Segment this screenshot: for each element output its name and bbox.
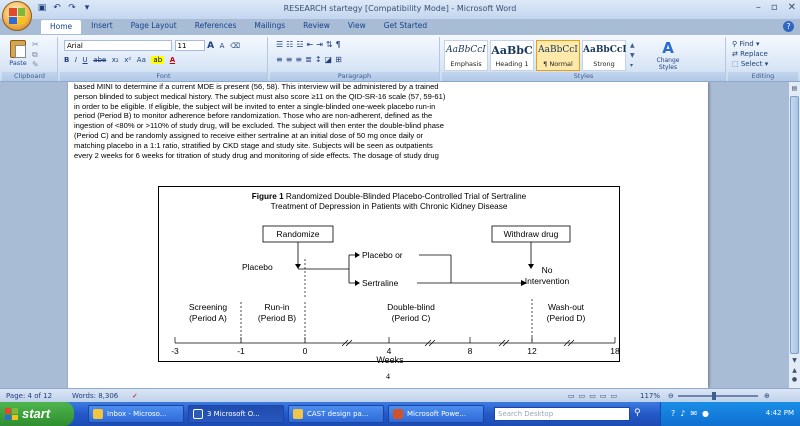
status-bar xyxy=(0,388,800,402)
qat-dropdown-icon[interactable]: ▾ xyxy=(84,3,90,13)
page-indicator[interactable]: Page: 4 of 12 xyxy=(6,392,53,400)
paste-button[interactable]: Paste xyxy=(8,40,28,67)
italic-button[interactable]: I xyxy=(74,56,77,64)
text-line: ingestion of <80% or >110% of study drug, will be excluded. The subject will then enter the double-blind phase xyxy=(74,121,444,131)
tick-label: 0 xyxy=(302,346,308,356)
view-buttons[interactable]: ▭▭▭▭▭ xyxy=(568,392,622,400)
pilcrow-icon[interactable]: ¶ xyxy=(335,40,344,49)
figure-title: Figure 1 Randomized Double-Blinded Placebo-Controlled Trial of Sertraline Treatment of Depression in Patients with Chronic Kidney Disease xyxy=(251,192,527,211)
document-page[interactable] xyxy=(68,82,708,388)
search-icon[interactable]: ⚲ xyxy=(634,408,641,418)
underline-button[interactable]: U xyxy=(82,56,88,64)
ribbon-tabs xyxy=(40,19,436,35)
change-styles-button[interactable]: A Change Styles xyxy=(648,39,688,71)
system-tray xyxy=(660,402,800,426)
taskbar xyxy=(0,402,800,426)
text-line: based MINI to determine if a current MDE is present (56, 58). This interview will be administered by a trained xyxy=(74,82,439,91)
zoom-slider[interactable] xyxy=(678,395,758,397)
ruler-toggle-icon[interactable]: ▤ xyxy=(791,85,798,92)
text-line: period (Period B) to monitor adherence before randomization. Those who are non-adherent, defined as the xyxy=(74,111,433,121)
tray-icons[interactable]: ?♪✉● xyxy=(671,409,715,418)
grow-font-button[interactable]: A xyxy=(207,41,215,51)
task-powerpoint[interactable]: Microsoft Powe... xyxy=(388,405,484,423)
sertraline-label: Sertraline xyxy=(362,278,399,288)
word-count[interactable]: Words: 8,306 xyxy=(72,392,119,400)
bullets-icon[interactable]: ☰ xyxy=(276,40,287,49)
placebo-arrowhead xyxy=(295,264,301,269)
replace-icon: ⇄ xyxy=(732,50,738,58)
window-title: RESEARCH startegy [Compatibility Mode] - Microsoft Word xyxy=(283,4,517,13)
no-label: No xyxy=(541,265,553,275)
window-controls xyxy=(756,2,796,13)
quick-access-toolbar xyxy=(36,2,93,14)
windows-logo-icon xyxy=(5,408,18,420)
styles-scroll[interactable]: ▲ ▼ ▾ xyxy=(630,42,635,69)
clipboard-label: Clipboard xyxy=(2,72,57,81)
numbering-icon[interactable]: ☷ xyxy=(286,40,297,49)
superscript-button[interactable]: x² xyxy=(124,56,132,64)
close-button[interactable]: ✕ xyxy=(787,2,796,13)
font-label: Font xyxy=(60,72,267,81)
text-line: matching placebo in a 1:1 ratio, stratified by CKD stage and study site. Subjects will be seen as outpatients xyxy=(74,140,433,150)
select-button[interactable]: ⬚ Select ▾ xyxy=(732,60,769,68)
align-left-icon[interactable]: ≡ xyxy=(276,55,286,64)
change-styles-icon: A xyxy=(662,39,674,57)
tick-label: 4 xyxy=(386,346,392,356)
withdraw-label: Withdraw drug xyxy=(503,229,559,239)
intervention-label: Intervention xyxy=(524,276,570,286)
paste-icon xyxy=(10,40,26,58)
task-folder[interactable]: CAST design pa... xyxy=(288,405,384,423)
copy-icon[interactable]: ⧉ xyxy=(32,50,38,59)
restore-button[interactable]: ▫ xyxy=(770,2,778,13)
phase-screening: Screening xyxy=(188,302,228,312)
tick-label: 12 xyxy=(527,346,537,356)
subscript-button[interactable]: x₂ xyxy=(111,56,119,64)
select-icon: ⬚ xyxy=(732,60,739,68)
font-color-icon[interactable]: A xyxy=(169,56,176,64)
phase-wash-out: Wash-out xyxy=(547,302,585,312)
clock: 4:42 PM xyxy=(765,409,794,417)
increase-indent-icon[interactable]: ⇥ xyxy=(316,40,326,49)
styles-group xyxy=(442,37,726,81)
replace-button[interactable]: ⇄ Replace xyxy=(732,50,768,58)
browse-object-icon[interactable]: ● xyxy=(791,376,798,383)
font-group xyxy=(60,37,268,81)
line-spacing-icon[interactable]: ↕ xyxy=(314,55,325,64)
ribbon xyxy=(0,34,800,82)
word-icon xyxy=(193,409,203,419)
placebo-or-label: Placebo or xyxy=(362,250,403,260)
undo-icon[interactable]: ↶ xyxy=(53,3,61,13)
outlook-icon xyxy=(93,409,103,419)
borders-icon[interactable]: ⊞ xyxy=(335,55,345,64)
clear-format-icon[interactable]: ⌫ xyxy=(229,42,240,50)
text-line: every 2 weeks for 6 weeks for titration of study drug and monitoring of side effects. The dosage of study drug xyxy=(74,150,439,160)
help-icon[interactable]: ? xyxy=(783,21,794,32)
font-size-combo[interactable]: 11 xyxy=(175,40,205,51)
style-heading-1[interactable]: AaBbC Heading 1 xyxy=(490,40,534,71)
tab-page-layout[interactable]: Page Layout xyxy=(130,21,177,30)
paragraph-group xyxy=(270,37,440,81)
tab-get-started[interactable]: Get Started xyxy=(383,21,428,30)
tick-label: -3 xyxy=(171,346,179,356)
phase-double-blind: Double-blind xyxy=(387,302,435,312)
style-strong[interactable]: AaBbCcI Strong xyxy=(582,40,626,71)
paragraph-label: Paragraph xyxy=(270,72,439,81)
zoom-out-icon[interactable]: ⊖ xyxy=(668,392,674,400)
page-number: 4 xyxy=(386,372,390,381)
style-emphasis[interactable]: AaBbCcI Emphasis xyxy=(444,40,488,71)
shading-icon[interactable]: ◪ xyxy=(324,55,336,64)
change-case-button[interactable]: Aa xyxy=(136,56,146,64)
tab-view[interactable]: View xyxy=(347,21,366,30)
align-right-icon[interactable]: ≡ xyxy=(295,55,306,64)
office-button[interactable] xyxy=(2,1,32,31)
multilevel-icon[interactable]: ☳ xyxy=(296,40,307,49)
justify-icon[interactable]: ≣ xyxy=(305,55,315,64)
task-outlook[interactable]: Inbox - Microso... xyxy=(88,405,184,423)
phase-run-in-period: (Period B) xyxy=(257,313,297,323)
desktop-search-input[interactable]: Search Desktop xyxy=(494,407,630,421)
scroll-down-icon[interactable]: ▼ xyxy=(792,357,797,364)
scrollbar-thumb[interactable] xyxy=(790,96,799,354)
phase-screening-period: (Period A) xyxy=(189,313,227,323)
tab-references[interactable]: References xyxy=(194,21,237,30)
title-bar xyxy=(0,0,800,19)
randomize-label: Randomize xyxy=(276,229,320,239)
placebo-label: Placebo xyxy=(242,262,273,272)
style-normal[interactable]: AaBbCcI ¶ Normal xyxy=(536,40,580,71)
tab-mailings[interactable]: Mailings xyxy=(254,21,286,30)
document-area xyxy=(0,82,788,388)
phase-run-in: Run-in xyxy=(264,302,290,312)
sort-icon[interactable]: ⇅ xyxy=(325,40,336,49)
tab-insert[interactable]: Insert xyxy=(91,21,113,30)
bold-button[interactable]: B xyxy=(64,56,70,64)
strikethrough-button[interactable]: abe xyxy=(93,56,107,64)
align-center-icon[interactable]: ≡ xyxy=(285,55,296,64)
phase-wash-out-period: (Period D) xyxy=(546,313,586,323)
cut-icon[interactable]: ✂ xyxy=(32,40,39,49)
tab-review[interactable]: Review xyxy=(303,21,330,30)
trial-diagram xyxy=(159,187,621,363)
folder-icon xyxy=(293,409,303,419)
branch-bottom-arrowhead xyxy=(355,280,360,286)
decrease-indent-icon[interactable]: ⇤ xyxy=(306,40,317,49)
start-button[interactable]: start xyxy=(0,402,74,426)
text-line: person blinded to subject medical history. The subject must also score ≥11 on the QID-SR-16 scale (57, 59-61) xyxy=(74,91,446,101)
tick-label: 18 xyxy=(610,346,620,356)
text-line: (Period C) and be randomly assigned to receive either sertraline at an initial dose of 50 mg once daily or xyxy=(74,130,424,140)
clipboard-group xyxy=(2,37,58,81)
tick-label: 8 xyxy=(467,346,473,356)
editing-label: Editing xyxy=(728,72,798,81)
body-paragraph xyxy=(74,82,702,160)
editing-group xyxy=(728,37,798,81)
withdraw-arrowhead xyxy=(528,264,534,269)
format-painter-icon[interactable]: ✎ xyxy=(32,60,39,69)
shrink-font-button[interactable]: A xyxy=(219,42,225,50)
office-logo-icon xyxy=(9,8,25,24)
x-axis-label: Weeks xyxy=(376,355,404,363)
text-line: in order to be eligible. If eligible, the subject will be invited to enter a single-blinded one-week placebo run-in xyxy=(74,101,436,111)
proofing-icon[interactable]: ✓ xyxy=(132,392,138,400)
tab-home[interactable]: Home xyxy=(40,19,82,35)
save-icon[interactable]: ▣ xyxy=(37,3,47,13)
vertical-scrollbar[interactable] xyxy=(788,82,800,388)
branch-top-arrowhead xyxy=(355,252,360,258)
timeline-ticks xyxy=(175,337,615,343)
binoculars-icon: ⚲ xyxy=(732,40,738,48)
task-word[interactable]: 3 Microsoft O... xyxy=(188,405,284,423)
highlight-icon[interactable]: ab xyxy=(153,56,163,64)
zoom-level[interactable]: 117% xyxy=(640,392,661,400)
zoom-in-icon[interactable]: ⊕ xyxy=(764,392,770,400)
phase-double-blind-period: (Period C) xyxy=(391,313,431,323)
powerpoint-icon xyxy=(393,409,403,419)
redo-icon[interactable]: ↷ xyxy=(68,3,76,13)
minimize-button[interactable]: – xyxy=(755,2,761,13)
zoom-slider-knob[interactable] xyxy=(712,392,716,400)
tick-label: -1 xyxy=(237,346,245,356)
find-button[interactable]: ⚲ Find ▾ xyxy=(732,40,760,48)
styles-label: Styles xyxy=(442,72,725,81)
figure-1[interactable] xyxy=(158,186,620,362)
font-name-combo[interactable]: Arial xyxy=(64,40,172,51)
previous-page-icon[interactable]: ▲ xyxy=(792,367,797,374)
